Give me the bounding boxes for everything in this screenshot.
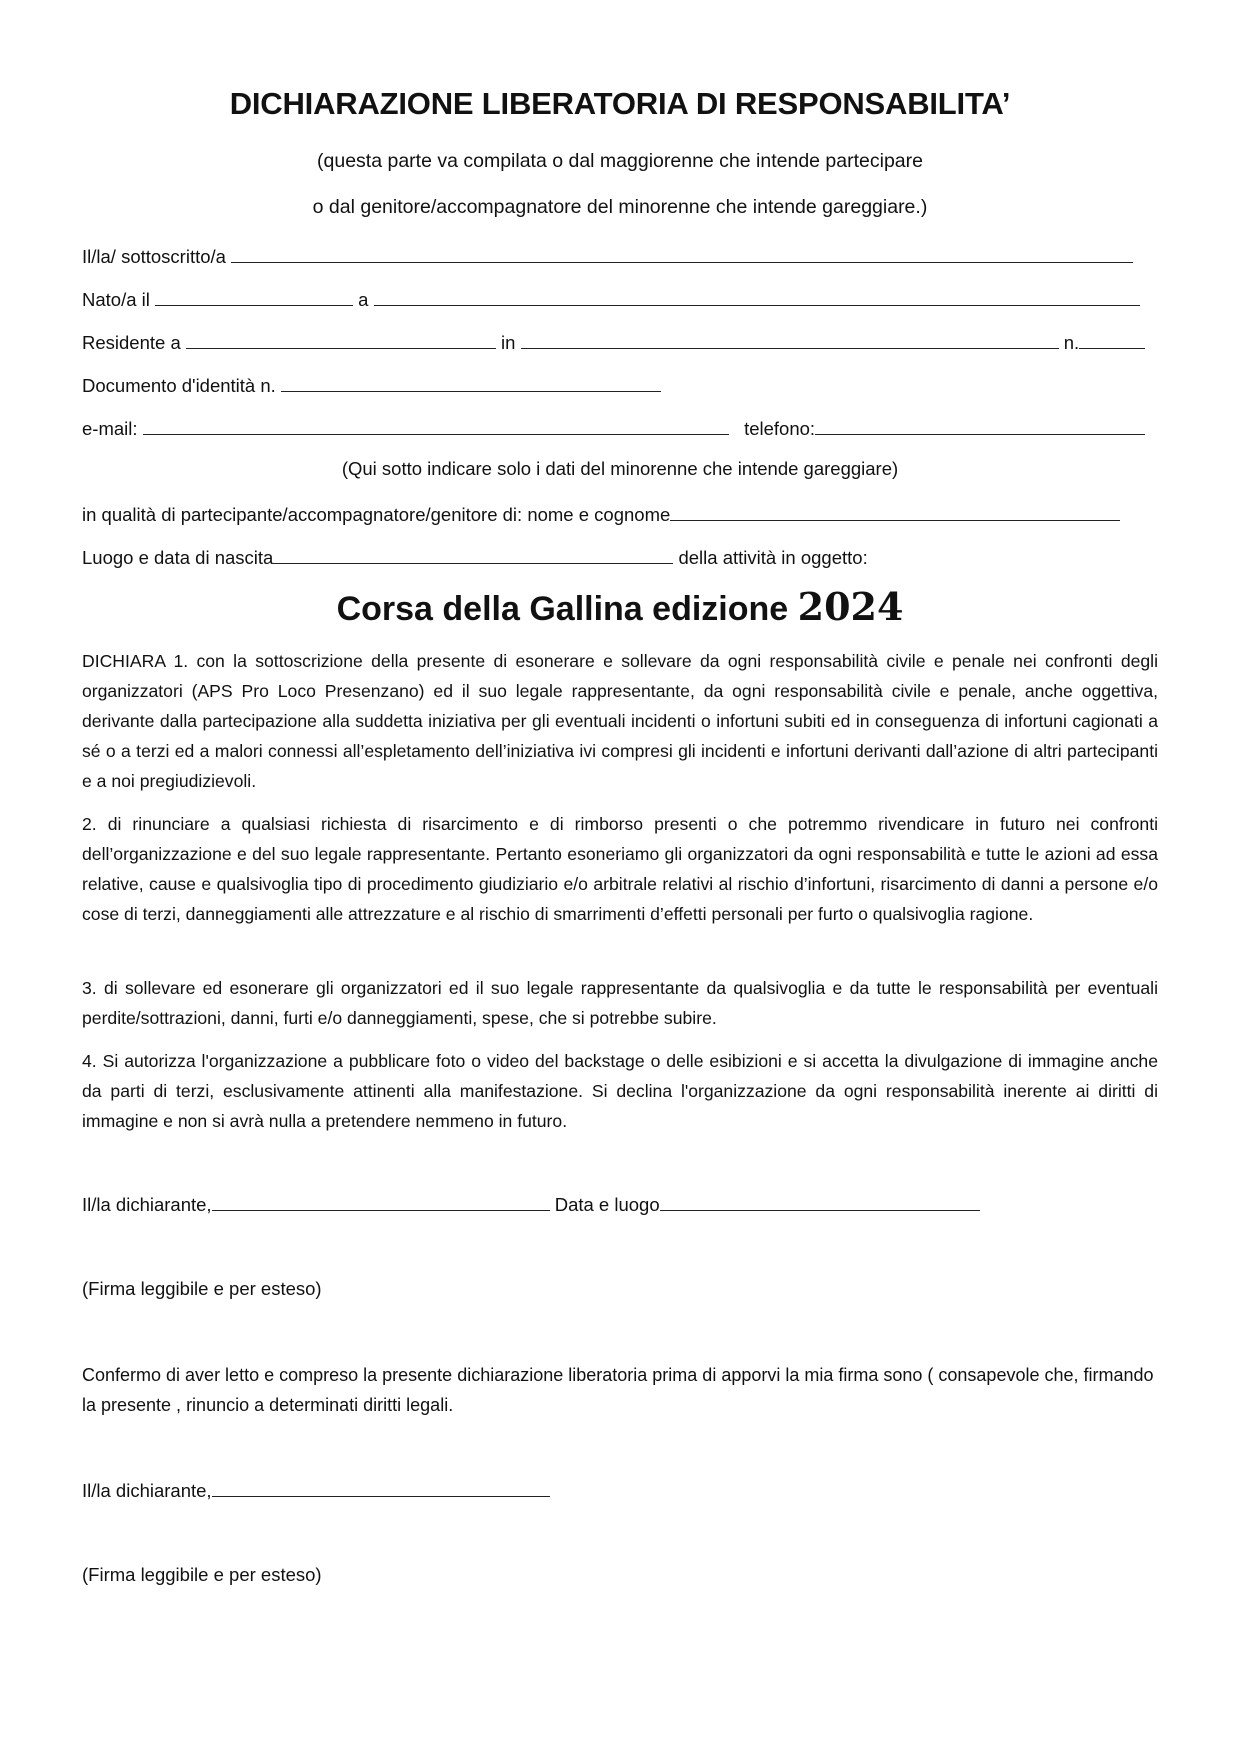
event-year: 2024	[797, 584, 904, 629]
dichiarante-signature-field-1[interactable]	[212, 1192, 550, 1211]
subtitle-line-1: (questa parte va compilata o dal maggiorenne che intende partecipare	[317, 150, 923, 172]
telefono-field[interactable]	[815, 416, 1145, 435]
row-documento	[82, 373, 661, 397]
confirmation-text: Confermo di aver letto e compreso la presente dichiarazione liberatoria prima di apporvi la mia firma sono ( consapevole che, firmando la presente , rinuncio a determinati diritti legali.	[82, 1365, 1154, 1415]
email-field[interactable]	[143, 416, 729, 435]
attivita-label: della attività in oggetto:	[678, 547, 868, 568]
telefono-label: telefono:	[744, 418, 816, 439]
declaration-1: DICHIARA 1. con la sottoscrizione della presente di esonerare e sollevare da ogni responsabilità civile e penale nei confronti degli organizzatori (APS Pro Loco Presenzano) ed il suo legale rappresentante, da ogni responsabilità civile e penale, anche oggettiva, derivante dalla partecipazione alla suddetta iniziativa per gli eventuali incidenti o infortuni subiti ed in conseguenza di infortuni cagionati a sé o a terzi ed a malori connessi all’espletamento dell’iniziativa ivi compresi gli incidenti e infortuni derivanti dall’azione di altri partecipanti e a noi pregiudizievoli.	[82, 651, 1158, 791]
nato-a-label: a	[358, 289, 369, 310]
document-title: DICHIARAZIONE LIBERATORIA DI RESPONSABILITA’	[229, 86, 1011, 121]
firma-note-2: (Firma leggibile e per esteso)	[82, 1564, 322, 1585]
declaration-2: 2. di rinunciare a qualsiasi richiesta di risarcimento e di rimborso presenti o che potremmo rivendicare in futuro nei confronti dell’organizzazione e del suo legale rappresentante. Pertanto esoneriamo gli organizzatori da ogni responsabilità e tutte le azioni ad essa relative, cause e qualsivoglia tipo di procedimento giudiziario e/o arbitrale relativi al rischio d’infortuni, risarcimento di danni a persone e/o cose di terzi, danneggiamenti alle attrezzature e al rischio di smarrimenti d’effetti personali per furto o qualsivoglia ragione.	[82, 814, 1158, 924]
firma-note-1: (Firma leggibile e per esteso)	[82, 1278, 322, 1299]
declaration-3: 3. di sollevare ed esonerare gli organizzatori ed il suo legale rappresentante da qualsivoglia e da tutte le responsabilità per eventuali perdite/sottrazioni, danni, furti e/o danneggiamenti, spese, che si potrebbe subire.	[82, 978, 1158, 1028]
luogo-data-label: Luogo e data di nascita	[82, 547, 274, 568]
declaration-4: 4. Si autorizza l'organizzazione a pubblicare foto o video del backstage o delle esibizioni e si accetta la divulgazione di immagine anche da parti di terzi, esclusivamente attinenti alla manifestazione. Si declina l'organizzazione da ogni responsabilità inerente ai diritti di immagine e non si avrà nulla a pretendere nemmeno in futuro.	[82, 1051, 1158, 1131]
qualita-label: in qualità di partecipante/accompagnatore/genitore di: nome e cognome	[82, 504, 671, 525]
nato-place-field[interactable]	[374, 287, 1140, 306]
sottoscritto-field[interactable]	[231, 244, 1133, 263]
data-luogo-field[interactable]	[660, 1192, 980, 1211]
documento-label: Documento d'identità n.	[82, 375, 276, 396]
sottoscritto-label: Il/la/ sottoscritto/a	[82, 246, 226, 267]
nome-cognome-field[interactable]	[670, 502, 1120, 521]
row-contatti	[82, 416, 1145, 440]
event-name: Corsa della Gallina edizione	[336, 590, 789, 628]
row-sottoscritto	[82, 244, 1133, 268]
minorenne-note: (Qui sotto indicare solo i dati del minorenne che intende gareggiare)	[341, 458, 899, 479]
documento-field[interactable]	[281, 373, 661, 392]
row-signature-2	[82, 1478, 550, 1502]
event-title	[0, 584, 1240, 629]
residente-in-label: in	[501, 332, 516, 353]
row-luogo-data	[82, 545, 868, 569]
row-residenza	[82, 330, 1145, 354]
residente-street-field[interactable]	[521, 330, 1059, 349]
email-label: e-mail:	[82, 418, 138, 439]
subtitle-line-2: o dal genitore/accompagnatore del minorenne che intende gareggiare.)	[312, 196, 928, 218]
residente-n-label: n.	[1063, 332, 1080, 353]
data-luogo-label: Data e luogo	[554, 1194, 660, 1215]
dichiarante-signature-field-2[interactable]	[212, 1478, 550, 1497]
luogo-data-field[interactable]	[273, 545, 673, 564]
residente-city-field[interactable]	[186, 330, 496, 349]
nato-label: Nato/a il	[82, 289, 150, 310]
dichiarante-label-1: Il/la dichiarante,	[82, 1194, 212, 1215]
residente-number-field[interactable]	[1079, 330, 1145, 349]
row-qualita	[82, 502, 1120, 526]
dichiarante-label-2: Il/la dichiarante,	[82, 1480, 212, 1501]
residente-label: Residente a	[82, 332, 181, 353]
row-signature-1	[82, 1192, 980, 1216]
row-nascita	[82, 287, 1140, 311]
nato-date-field[interactable]	[155, 287, 353, 306]
